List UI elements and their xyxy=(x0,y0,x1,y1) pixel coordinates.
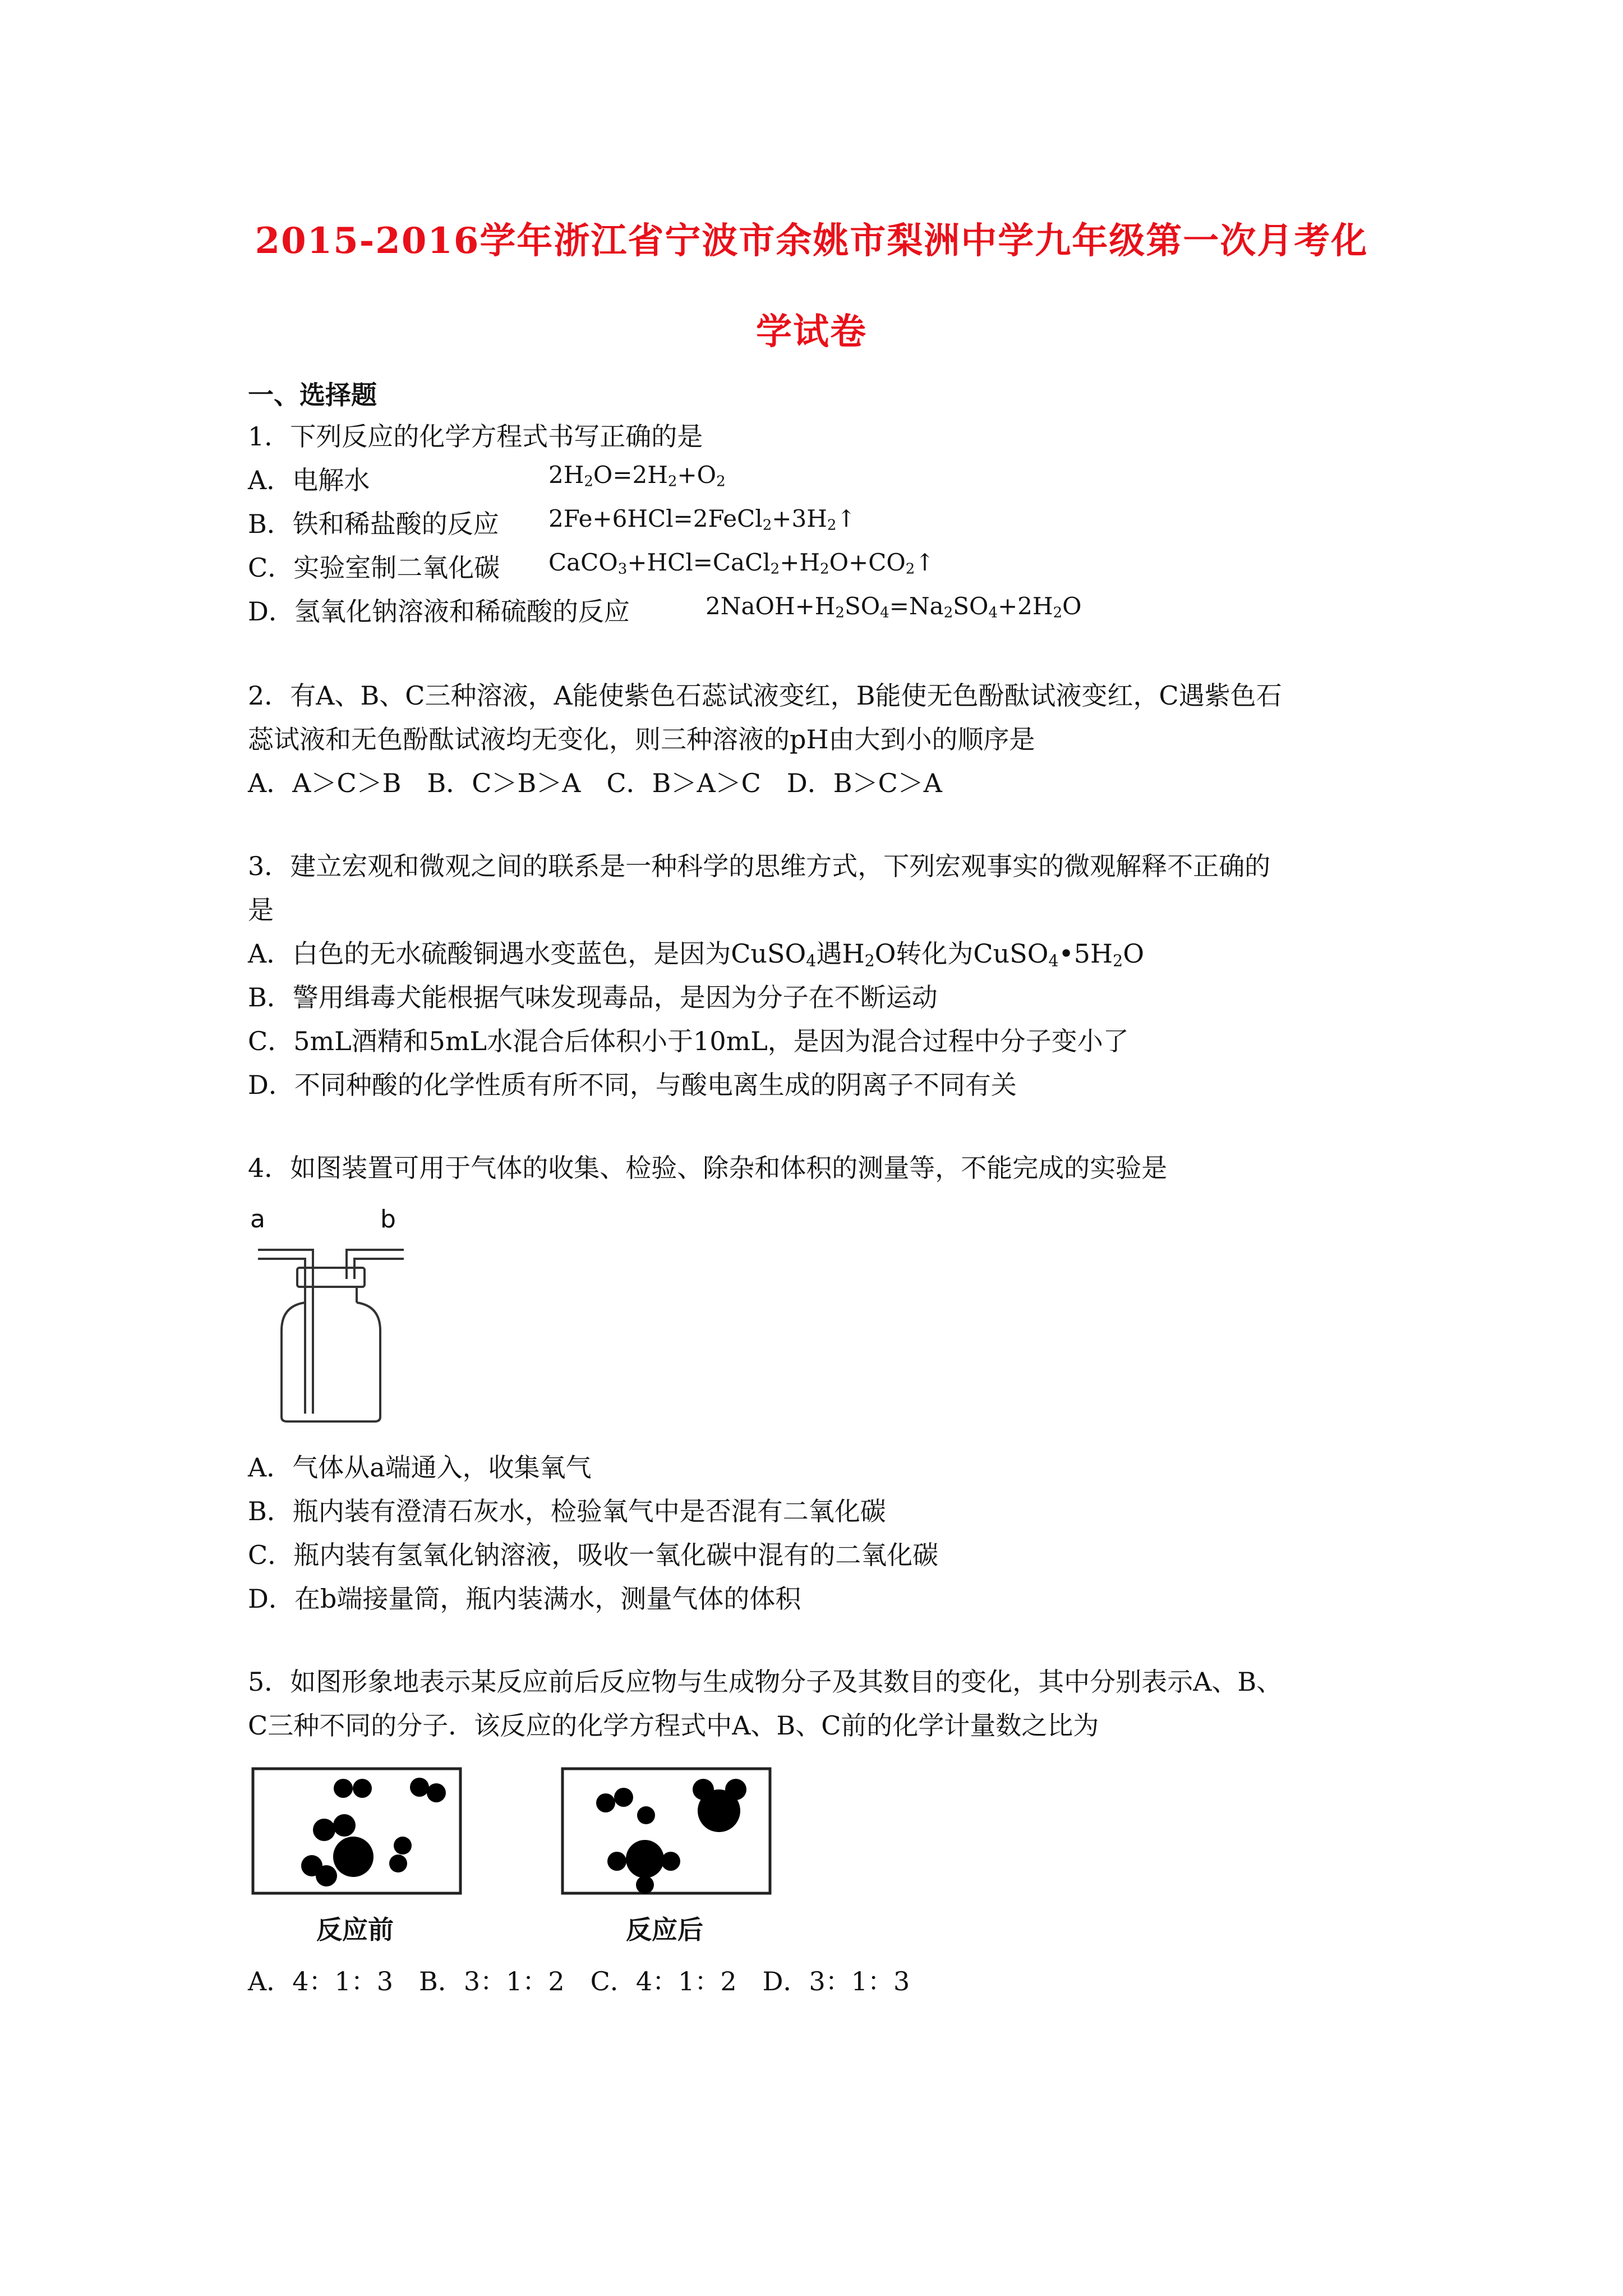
question-2-stem-line-2: 蕊试液和无色酚酞试液均无变化，则三种溶液的pH由大到小的顺序是 xyxy=(248,724,1035,754)
question-1-option-b: B．铁和稀盐酸的反应 xyxy=(248,509,499,539)
question-3-option-c: C．5mL酒精和5mL水混合后体积小于10mL，是因为混合过程中分子变小了 xyxy=(248,1026,1129,1056)
question-3-option-a: A．白色的无水硫酸铜遇水变蓝色，是因为CuSO$_4$遇$H_2O$转化为$CuSO_4•5H_2O$ xyxy=(248,938,1145,970)
question-3-stem-line-1: 3．建立宏观和微观之间的联系是一种科学的思维方式，下列宏观事实的微观解释不正确的 xyxy=(248,851,1271,881)
gas-washing-bottle-figure xyxy=(247,1234,415,1425)
question-2-stem-line-1: 2．有A、B、C三种溶液，A能使紫色石蕊试液变红，B能使无色酚酞试液变红，C遇紫色石 xyxy=(248,680,1282,711)
question-1-option-b-formula: $2Fe+6HCl=2FeCl_2+3H_2↑$ xyxy=(548,505,856,534)
question-4-option-a: A．气体从a端通入，收集氧气 xyxy=(248,1452,592,1483)
reaction-after-diagram xyxy=(561,1767,772,1896)
question-1-option-a: A．电解水 xyxy=(248,465,370,495)
section-heading-choice: 一、选择题 xyxy=(248,380,377,410)
question-4-option-b: B．瓶内装有澄清石灰水，检验氧气中是否混有二氧化碳 xyxy=(248,1496,886,1526)
question-4-option-d: D．在b端接量筒，瓶内装满水，测量气体的体积 xyxy=(248,1584,801,1614)
question-5-stem-line-2: C三种不同的分子．该反应的化学方程式中A、B、C前的化学计量数之比为 xyxy=(248,1710,1099,1741)
caption-before: 反应前 xyxy=(316,1915,394,1945)
question-1-option-c-formula: $CaCO_3+HCl=CaCl_2+H_2O+CO_2↑$ xyxy=(548,549,935,578)
question-4-option-c: C．瓶内装有氢氧化钠溶液，吸收一氧化碳中混有的二氧化碳 xyxy=(248,1540,939,1570)
question-1-option-d-formula: $2NaOH+H_2SO_4=Na_2SO_4+2H_2O$ xyxy=(706,592,1082,622)
question-5-stem-line-1: 5．如图形象地表示某反应前后反应物与生成物分子及其数目的变化，其中分别表示A、B、 xyxy=(248,1667,1283,1697)
question-5-options: A．4：1：3 B．3：1：2 C．4：1：2 D．3：1：3 xyxy=(248,1966,910,1996)
question-3-stem-line-2: 是 xyxy=(248,895,274,925)
reaction-before-diagram xyxy=(251,1767,462,1896)
port-b-label: b xyxy=(380,1205,396,1234)
question-4-stem: 4．如图装置可用于气体的收集、检验、除杂和体积的测量等，不能完成的实验是 xyxy=(248,1153,1168,1183)
question-1-option-d: D．氢氧化钠溶液和稀硫酸的反应 xyxy=(248,596,630,627)
question-1-stem: 1．下列反应的化学方程式书写正确的是 xyxy=(248,421,703,452)
question-2-options: A．A＞C＞B B．C＞B＞A C．B＞A＞C D．B＞C＞A xyxy=(248,768,942,798)
caption-after: 反应后 xyxy=(626,1915,703,1945)
exam-title-line-1: 2015-2016学年浙江省宁波市余姚市梨洲中学九年级第一次月考化 xyxy=(255,220,1368,262)
question-1-option-c: C．实验室制二氧化碳 xyxy=(248,553,500,583)
question-3-option-d: D．不同种酸的化学性质有所不同，与酸电离生成的阴离子不同有关 xyxy=(248,1070,1017,1100)
question-3-option-b: B．警用缉毒犬能根据气味发现毒品，是因为分子在不断运动 xyxy=(248,982,938,1013)
exam-title-line-2: 学试卷 xyxy=(756,311,867,353)
question-1-option-a-formula: $2H_2O=2H_2+O_2$ xyxy=(548,461,726,490)
port-a-label: a xyxy=(250,1205,265,1234)
